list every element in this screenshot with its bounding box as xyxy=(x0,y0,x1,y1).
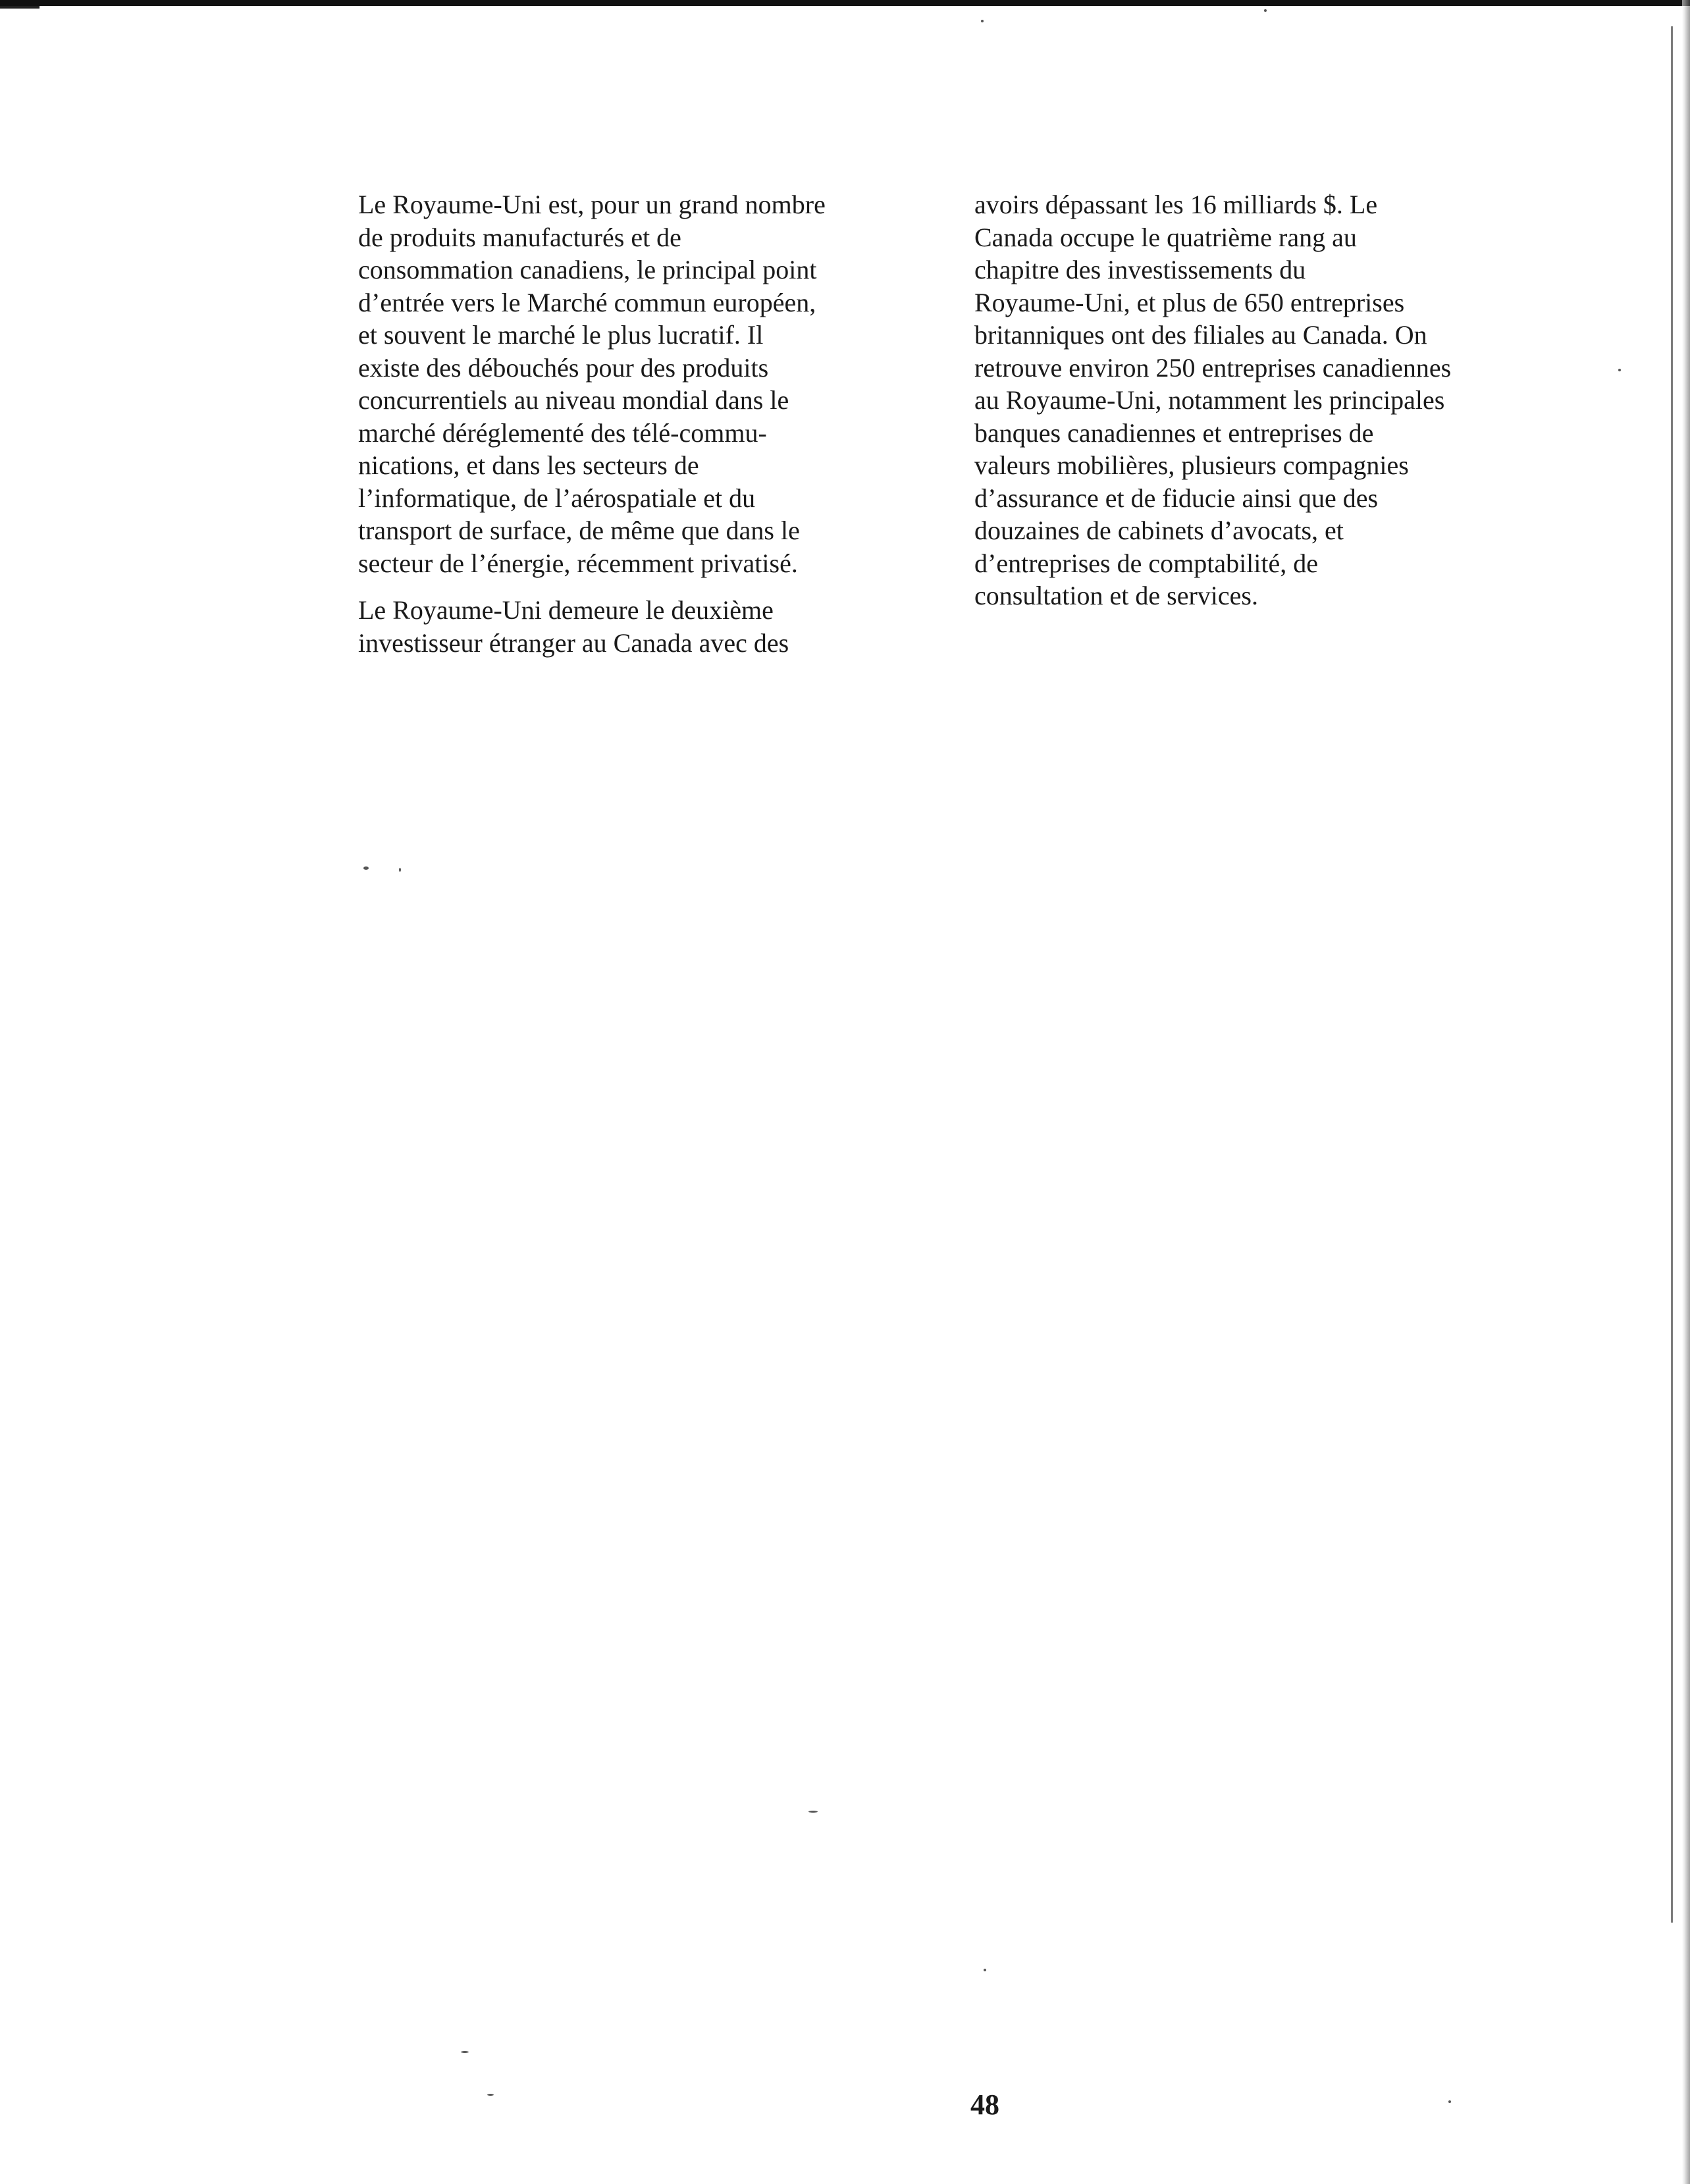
text-line: consultation et de services. xyxy=(974,581,1258,610)
text-line: consommation canadiens, le principal point xyxy=(358,255,817,284)
scan-speck xyxy=(1618,369,1621,371)
text-line: douzaines de cabinets d’avocats, et xyxy=(974,516,1344,545)
text-line: marché déréglementé des télé-commu- xyxy=(358,417,767,448)
scan-top-notch xyxy=(0,6,40,9)
left-column xyxy=(358,188,898,674)
text-line: l’informatique, de l’aérospatiale et du xyxy=(358,483,756,513)
text-line: valeurs mobilières, plusieurs compagnies xyxy=(974,450,1409,480)
text-line: avoirs dépassant les 16 milliards $. Le xyxy=(974,190,1378,219)
scan-speck xyxy=(461,2051,469,2053)
scan-speck xyxy=(984,1969,986,1971)
scan-speck xyxy=(399,868,401,872)
text-line: d’assurance et de fiducie ainsi que des xyxy=(974,483,1379,513)
paragraph-uk-investor xyxy=(358,594,898,659)
text-line: Royaume-Uni, et plus de 650 entreprises xyxy=(974,287,1405,317)
text-line: secteur de l’énergie, récemment privatisé. xyxy=(358,548,798,578)
text-line: chapitre des investissements du xyxy=(974,255,1306,284)
scan-speck xyxy=(487,2094,494,2096)
scan-speck xyxy=(1448,2100,1451,2103)
scan-speck xyxy=(808,1811,818,1813)
text-line: investisseur étranger au Canada avec des xyxy=(358,627,789,658)
text-line: britanniques ont des filiales au Canada. On xyxy=(974,320,1427,350)
text-line: d’entrée vers le Marché commun européen, xyxy=(358,287,816,317)
right-column xyxy=(974,188,1514,627)
page-number: 48 xyxy=(970,2089,999,2121)
text-line: concurrentiels au niveau mondial dans le xyxy=(358,385,789,415)
scan-top-edge xyxy=(0,0,1690,6)
text-line: de produits manufacturés et de xyxy=(358,222,681,252)
text-line: et souvent le marché le plus lucratif. Il xyxy=(358,320,764,350)
text-line: Le Royaume-Uni est, pour un grand nombre xyxy=(358,190,826,219)
text-line: Canada occupe le quatrième rang au xyxy=(974,222,1357,252)
text-line: au Royaume-Uni, notamment les principales xyxy=(974,385,1445,415)
paragraph-uk-gateway xyxy=(358,188,898,579)
scan-speck xyxy=(363,866,369,870)
text-line: Le Royaume-Uni demeure le deuxième xyxy=(358,595,774,625)
scan-right-edge xyxy=(1682,0,1690,2184)
text-line: d’entreprises de comptabilité, de xyxy=(974,548,1319,578)
scan-speck xyxy=(981,20,984,22)
text-line: retrouve environ 250 entreprises canadiennes xyxy=(974,352,1452,383)
paragraph-investment-details xyxy=(974,188,1514,612)
scan-speck xyxy=(1264,9,1267,12)
text-line: nications, et dans les secteurs de xyxy=(358,450,699,480)
text-line: existe des débouchés pour des produits xyxy=(358,352,769,383)
text-line: banques canadiennes et entreprises de xyxy=(974,417,1374,448)
scan-right-line xyxy=(1671,26,1673,1923)
text-line: transport de surface, de même que dans le xyxy=(358,516,800,545)
